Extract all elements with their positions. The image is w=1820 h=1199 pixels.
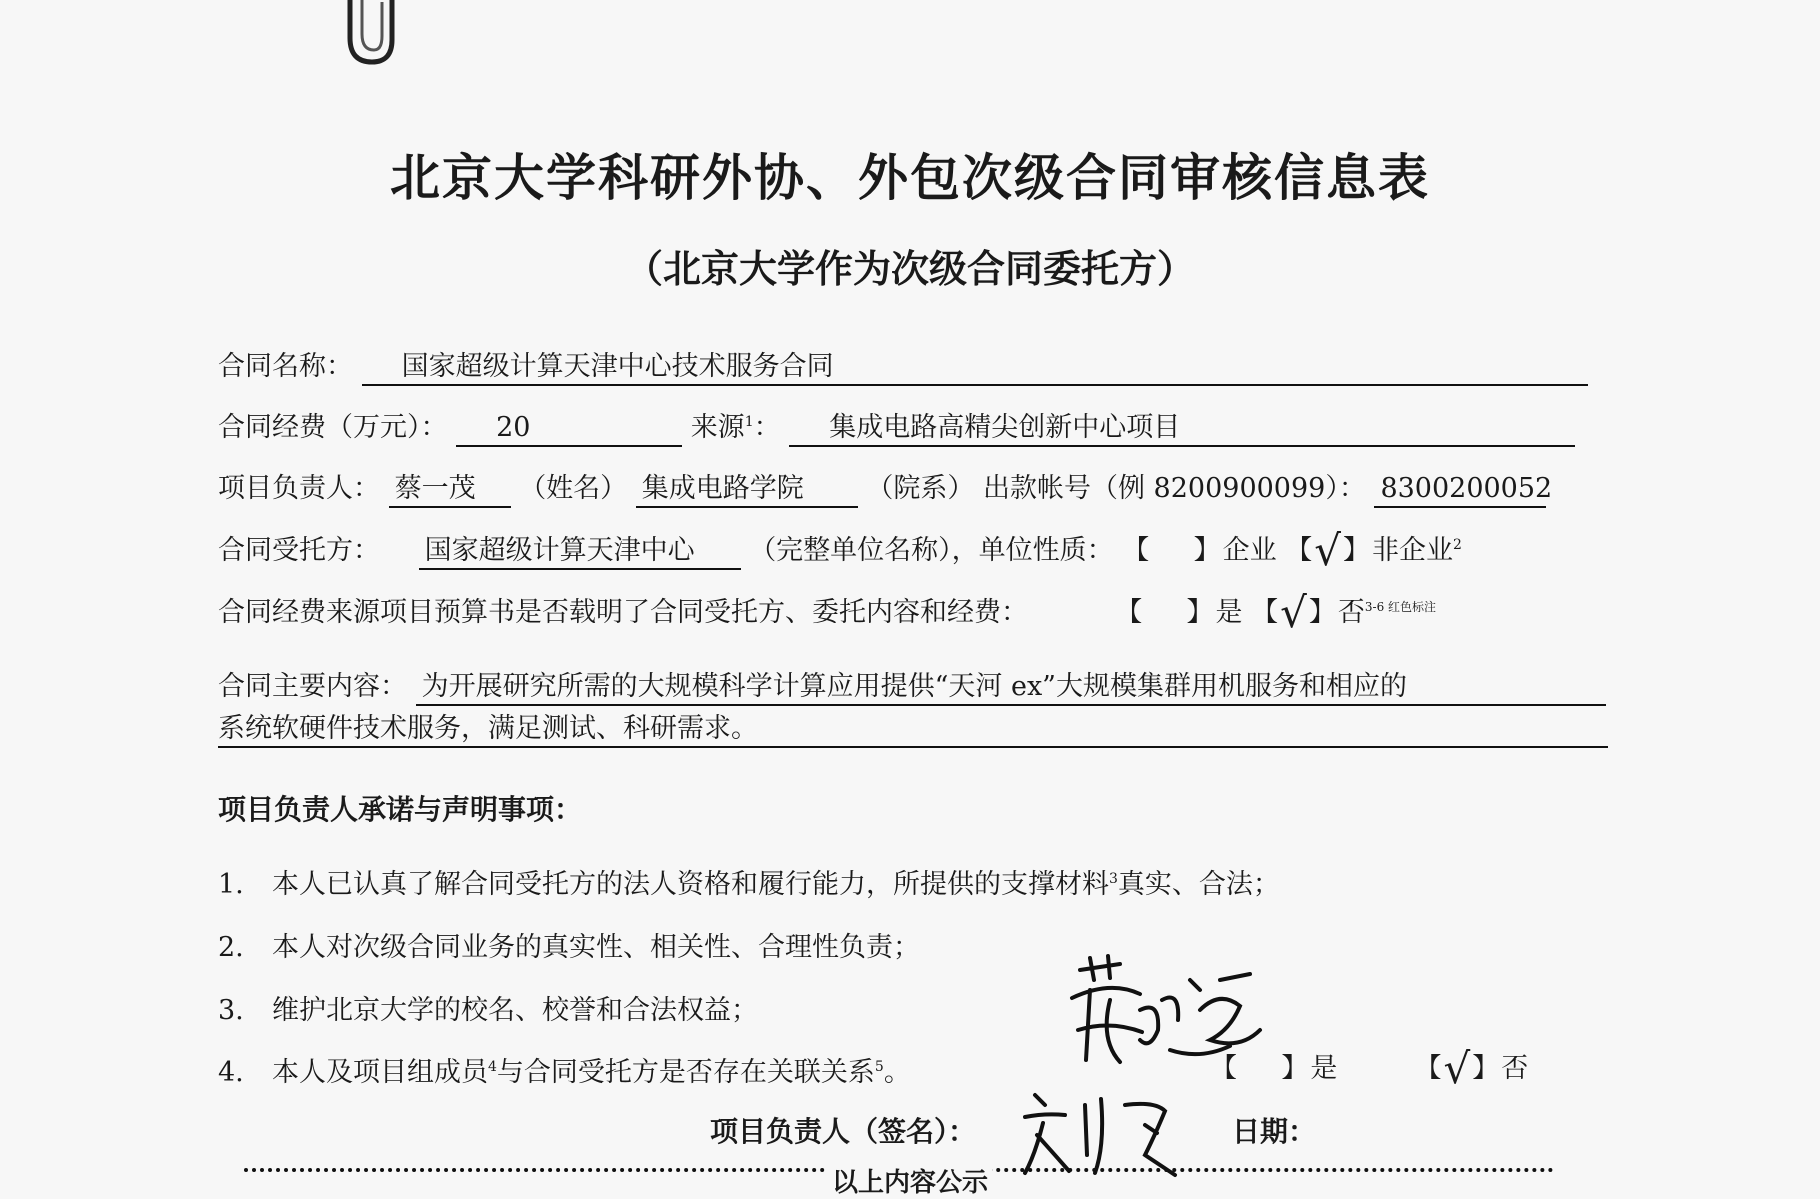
item-number: 3. [218,995,244,1026]
non-enterprise-footnote: 2 [1452,537,1462,553]
checkmark-icon: √ [1314,526,1343,575]
pi-name-note: （姓名） [519,473,628,504]
item-footnote-2: 5 [874,1059,884,1075]
content-line1: 为开展研究所需的大规模科学计算应用提供“天河 ex”大规模集群用机服务和相应的 [416,670,1606,706]
bracket-open: 【 [1122,535,1152,566]
publish-notice-text: 以上内容公示 [828,1168,992,1198]
declaration-item-4 [218,1050,911,1089]
content-row-2 [218,712,1608,748]
budget-no-checkbox[interactable] [1251,588,1338,637]
date-label: 日期： [1232,1115,1317,1148]
bracket-close: 】 [1193,535,1223,566]
content-row [218,664,1606,706]
fee-row [218,405,1575,447]
bracket-close: 】 [1308,597,1338,628]
item-text: 本人及项目组成员 [272,1057,488,1088]
signature-label: 项目负责人（签名）： [710,1115,977,1148]
bracket-close: 】 [1342,535,1372,566]
trustee-row [218,526,1462,575]
declaration-item-1 [218,862,1280,901]
page-subtitle: （北京大学作为次级合同委托方） [624,247,1195,291]
budget-yes-label: 是 [1215,597,1243,628]
bracket-open: 【 [1285,535,1315,566]
budget-row [218,588,1437,637]
handwritten-signature-pi [1050,950,1280,1100]
bracket-open: 【 [1251,597,1281,628]
declaration-item-2 [218,925,920,964]
content-line2: 系统软硬件技术服务，满足测试、科研需求。 [218,712,1608,748]
bracket-open: 【 [1115,597,1145,628]
enterprise-checkbox[interactable] [1122,535,1222,566]
budget-yes-checkbox[interactable] [1115,597,1215,628]
trustee-note: （完整单位名称），单位性质： [749,535,1114,566]
pi-name-value: 蔡一茂 [389,472,511,508]
relation-no-checkbox[interactable] [1414,1044,1502,1093]
bracket-close: 】 [1472,1053,1502,1084]
item-number: 2. [218,932,244,963]
publish-notice [0,1162,1820,1199]
source-footnote: 1 [744,414,754,430]
account-value: 8300200052 [1374,472,1546,508]
item-footnote: 3 [1109,871,1118,887]
item-number: 4. [218,1057,244,1088]
content-label: 合同主要内容： [218,671,407,702]
relation-yes-label: 是 [1310,1053,1338,1084]
item-text: 维护北京大学的校名、校誉和合法权益； [272,995,758,1026]
fee-label: 合同经费（万元）： [218,412,448,443]
enterprise-label: 企业 [1222,535,1277,566]
checkmark-icon: √ [1443,1044,1473,1093]
budget-footnote: 3-6 红色标注 [1364,600,1437,614]
item-text-tail: 与合同受托方是否存在关联关系 [496,1057,875,1088]
item-text-tail: 真实、合法； [1117,869,1280,900]
trustee-value: 国家超级计算天津中心 [419,534,741,570]
budget-no-label: 否 [1337,597,1365,628]
relation-no-label: 否 [1501,1053,1529,1084]
department-value: 集成电路学院 [636,472,858,508]
source-label: 来源 [690,412,745,443]
source-value: 集成电路高精尖创新中心项目 [789,411,1575,447]
budget-question: 合同经费来源项目预算书是否载明了合同受托方、委托内容和经费： [218,597,1028,628]
trustee-label: 合同受托方： [218,535,380,566]
declaration-item-3 [218,988,758,1027]
item-end-mark: 。 [883,1057,911,1088]
fee-value: 20 [456,411,682,447]
department-note: （院系） [866,473,975,504]
bracket-close: 】 [1281,1053,1311,1084]
bracket-open: 【 [1414,1053,1444,1084]
declaration-heading: 项目负责人承诺与声明事项： [218,793,583,826]
non-enterprise-label: 非企业 [1371,535,1453,566]
item-text: 本人已认真了解合同受托方的法人资格和履行能力，所提供的支撑材料 [272,869,1109,900]
non-enterprise-checkbox[interactable] [1285,526,1372,575]
paper-clip-icon [330,0,410,80]
contract-name-label: 合同名称： [218,351,353,382]
source-colon: ： [753,412,781,443]
contract-name-value: 国家超级计算天津中心技术服务合同 [362,350,1588,386]
page-title: 北京大学科研外协、外包次级合同审核信息表 [390,149,1430,207]
checkmark-icon: √ [1280,588,1309,637]
contract-name-row [218,344,1588,386]
bracket-open: 【 [1210,1053,1239,1084]
item-number: 1. [218,869,244,900]
bracket-close: 】 [1186,597,1216,628]
item-footnote: 4 [488,1059,497,1075]
pi-row [218,466,1553,508]
pi-label: 项目负责人： [218,473,380,504]
account-label: 出款帐号（例 8200900099）： [982,473,1366,504]
item-text: 本人对次级合同业务的真实性、相关性、合理性负责； [272,932,920,963]
